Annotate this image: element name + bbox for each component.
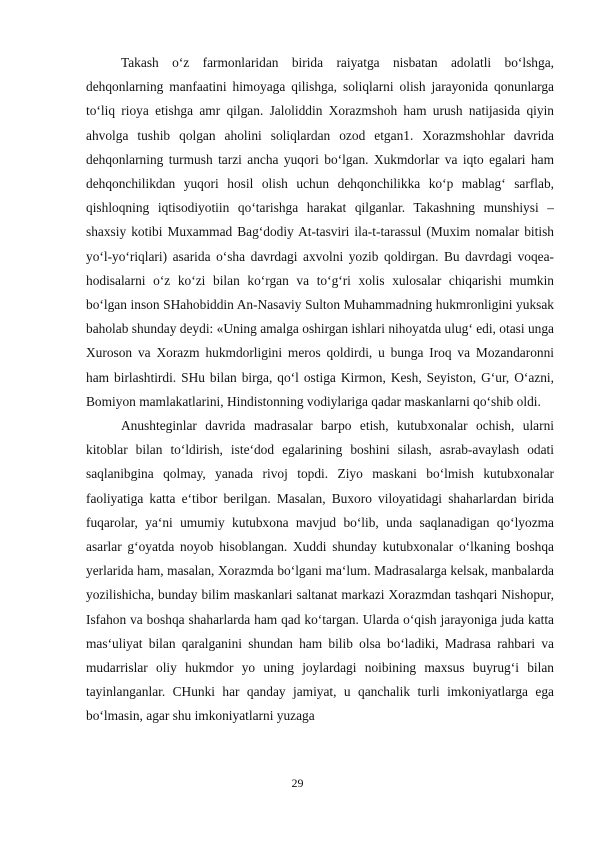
document-body: [86, 51, 554, 729]
paragraph-1: Takash o‘z farmonlaridan birida raiyatga nisbatan adolatli bo‘lshga, dehqonlarning manfaatini himoyaga qilishga, soliqlarni olish jarayonida qonunlarga to‘liq rioya etishga amr qilgan. Jaloliddin Xorazmshoh ham urush natijasida qiyin ahvolga tushib qolgan aholini soliqlardan ozod etgan1. Xorazmshohlar davrida dehqonlarning turmush tarzi ancha yuqori bo‘lgan. Xukmdorlar va iqto egalari ham dehqonchilikdan yuqori hosil olish uchun dehqonchilikka ko‘p mablag‘ sarflab, qishloqning iqtisodiyotiin qo‘tarishga harakat qilganlar. Takashning munshiysi –shaxsiy kotibi Muxammad Bag‘dodiy At-tasviri ila-t-tarassul (Muxim nomalar bitish yo‘l-yo‘riqlari) asarida o‘sha davrdagi axvolni yozib qoldirgan. Bu davrdagi voqea-hodisalarni o‘z ko‘zi bilan ko‘rgan va to‘g‘ri xolis xulosalar chiqarishi mumkin bo‘lgan inson SHahobiddin An-Nasaviy Sulton Muhammadning hukmronligini yuksak baholab shunday deydi: «Uning amalga oshirgan ishlari nihoyatda ulug‘ edi, otasi unga Xuroson va Xorazm hukmdorligini meros qoldirdi, u bunga Iroq va Mozandaronni ham birlashtirdi. SHu bilan birga, qo‘l ostiga Kirmon, Kesh, Seyiston, G‘ur, O‘azni, Bomiyon mamlakatlarini, Hindistonning vodiylariga qadar maskanlarni qo‘shib oldi.: [86, 55, 554, 409]
paragraph-2: Anushteginlar davrida madrasalar barpo etish, kutubxonalar ochish, ularni kitoblar bilan to‘ldirish, iste‘dod egalarining boshini silash, asrab-avaylash odati saqlanibgina qolmay, yanada rivoj topdi. Ziyo maskani bo‘lmish kutubxonalar faoliyatiga katta e‘tibor berilgan. Masalan, Buxoro viloyatidagi shaharlardan birida fuqarolar, ya‘ni umumiy kutubxona mavjud bo‘lib, unda saqlanadigan qo‘lyozma asarlar g‘oyatda noyob hisoblangan. Xuddi shunday kutubxonalar o‘lkaning boshqa yerlarida ham, masalan, Xorazmda bo‘lgani ma‘lum. Madrasalarga kelsak, manbalarda yozilishicha, bunday bilim maskanlari saltanat markazi Xorazmdan tashqari Nishopur, Isfahon va boshqa shaharlarda ham qad ko‘targan. Ularda o‘qish jarayoniga juda katta mas‘uliyat bilan qaralganini shundan ham bilib olsa bo‘ladiki, Madrasa rahbari va mudarrislar oliy hukmdor yo uning joylardagi noibining maxsus buyrug‘i bilan tayinlanganlar. CHunki har qanday jamiyat, u qanchalik turli imkoniyatlarga ega bo‘lmasin, agar shu imkoniyatlarni yuzaga: [86, 418, 554, 724]
page-number: 29: [291, 776, 304, 790]
